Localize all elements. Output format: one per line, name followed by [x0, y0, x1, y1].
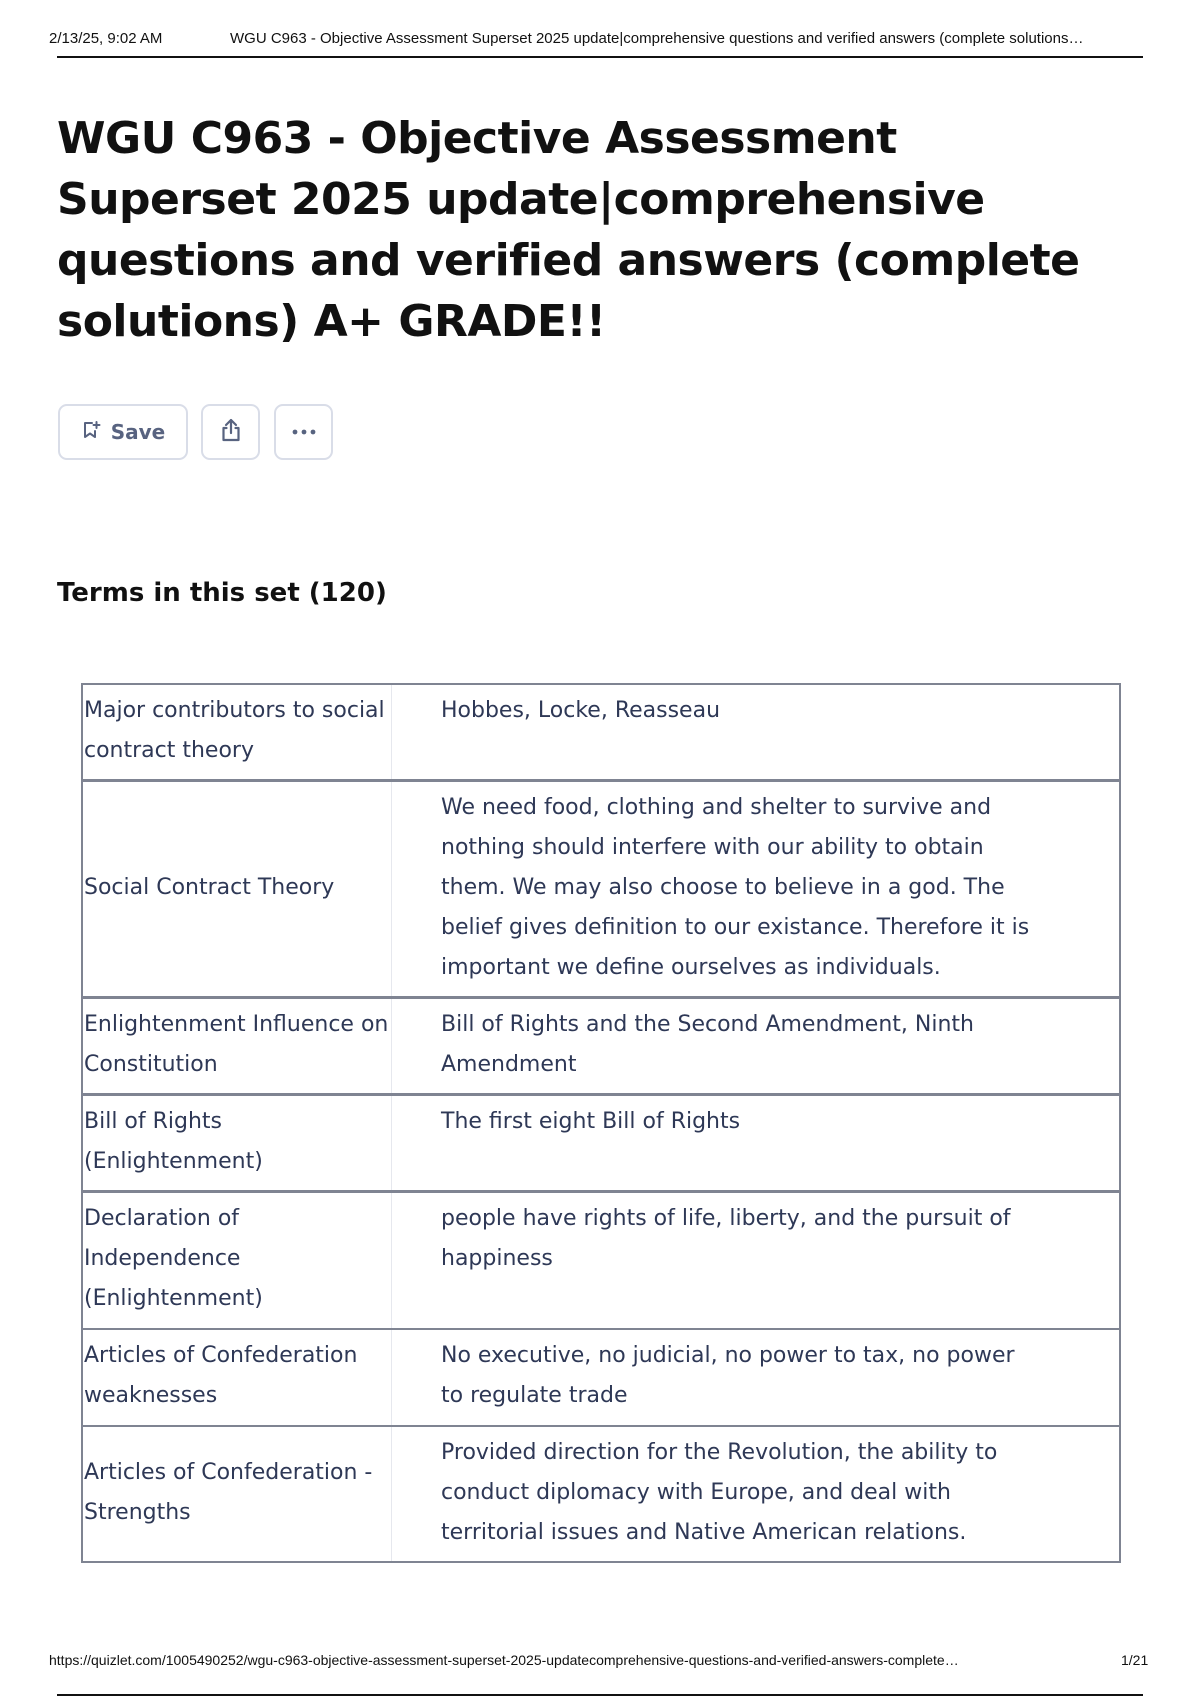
print-footer — [49, 1652, 1149, 1676]
term-word: Bill of Rights (Enlightenment) — [83, 1096, 392, 1190]
share-icon — [217, 416, 245, 449]
terms-heading: Terms in this set (120) — [57, 578, 387, 608]
term-row — [83, 1096, 1119, 1193]
term-definition: Hobbes, Locke, Reasseau — [441, 698, 721, 723]
term-row — [83, 999, 1119, 1096]
term-row — [83, 685, 1119, 782]
more-options-icon — [290, 423, 318, 441]
term-row — [83, 782, 1119, 999]
print-datetime: 2/13/25, 9:02 AM — [49, 30, 163, 47]
term-word: Articles of Confederation - Strengths — [83, 1427, 392, 1561]
save-label: Save — [110, 420, 166, 444]
term-row — [83, 1427, 1119, 1561]
terms-table — [81, 683, 1121, 1563]
term-definition: We need food, clothing and shelter to survive and nothing should interfere with our ability to obtain them. We may also choose to believe in a god. The belief gives definition to our existance. Therefore it is important we define ourselves as individuals. — [441, 795, 1030, 980]
term-word: Social Contract Theory — [83, 782, 392, 996]
term-word: Articles of Confederation weaknesses — [83, 1330, 392, 1425]
term-word: Declaration of Independence (Enlightenment) — [83, 1193, 392, 1328]
term-definition: Provided direction for the Revolution, the ability to conduct diplomacy with Europe, and deal with territorial issues and Native American relations. — [441, 1440, 998, 1545]
share-button[interactable] — [201, 404, 260, 460]
bookmark-add-icon — [81, 420, 101, 445]
page-title: WGU C963 - Objective Assessment Superset 2025 update|comprehensive questions and verified answers (complete solutions) A+ GRADE!! — [57, 113, 1080, 347]
term-row — [83, 1193, 1119, 1330]
print-url: https://quizlet.com/1005490252/wgu-c963-objective-assessment-superset-2025-updatecomprehensive-questions-and-verified-answers-complete… — [49, 1652, 959, 1668]
term-definition: Bill of Rights and the Second Amendment, Ninth Amendment — [441, 1012, 974, 1077]
print-doc-title: WGU C963 - Objective Assessment Superset 2025 update|comprehensive questions and verified answers (complete solutions… — [230, 30, 1084, 47]
term-definition: No executive, no judicial, no power to tax, no power to regulate trade — [441, 1343, 1015, 1408]
header-divider — [57, 56, 1143, 58]
save-button[interactable] — [58, 404, 188, 460]
term-row — [83, 1330, 1119, 1427]
term-definition: people have rights of life, liberty, and the pursuit of happiness — [441, 1206, 1011, 1271]
term-word: Major contributors to social contract theory — [83, 685, 392, 779]
print-header — [49, 28, 1144, 58]
more-options-button[interactable] — [274, 404, 333, 460]
footer-divider — [57, 1694, 1143, 1696]
term-definition: The first eight Bill of Rights — [441, 1109, 741, 1134]
page-number: 1/21 — [1121, 1652, 1149, 1668]
term-word: Enlightenment Influence on Constitution — [83, 999, 392, 1093]
